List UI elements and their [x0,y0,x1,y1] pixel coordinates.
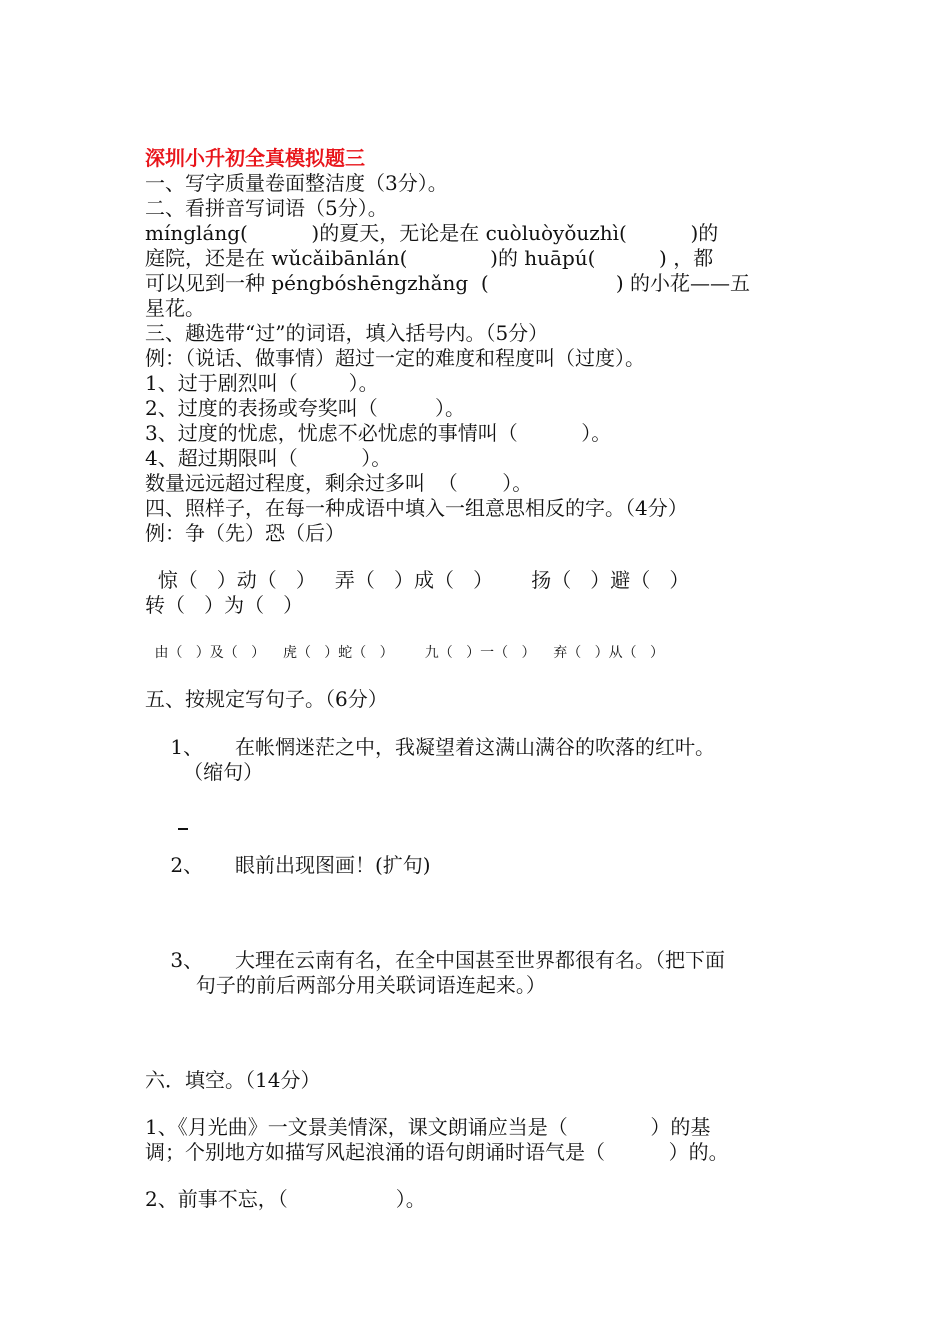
section-3-heading: 三、趣选带“过”的词语，填入括号内。（5分） [145,321,549,345]
section-5-question-1: 1、 在帐惘迷茫之中，我凝望着这满山满谷的吹落的红叶。 [145,735,715,759]
section-2-heading: 二、看拼音写词语（5分）。 [145,196,388,220]
pinyin-line-3: 可以见到一种 péngbóshēngzhǎng ( ) 的小花——五 [145,271,751,295]
section-6-question-2: 2、前事不忘，（ ）。 [145,1187,426,1211]
section-3-question-1: 1、过于剧烈叫（ ）。 [145,371,379,395]
idiom-row-3: 由（ ）及（ ） 虎（ ）蛇（ ） 九（ ）一（ ） 弃（ ）从（ ） [150,645,665,661]
section-5-question-2: 2、 眼前出现图画！(扩句) [145,853,431,877]
pinyin-line-4: 星花。 [145,296,205,320]
section-3-question-3: 3、过度的忧虑，忧虑不必忧虑的事情叫（ ）。 [145,421,612,445]
section-5-question-3-note: 句子的前后两部分用关联词语连起来。） [145,973,546,997]
idiom-row-1: 惊（ ）动（ ） 弄（ ）成（ ） 扬（ ）避（ ） [145,568,690,592]
section-6-question-1: 1、《月光曲》一文景美情深，课文朗诵应当是（ ）的基 [145,1115,711,1139]
section-3-question-4: 4、超过期限叫（ ）。 [145,446,392,470]
section-1-heading: 一、写字质量卷面整洁度（3分）。 [145,171,448,195]
section-3-question-2: 2、过度的表扬或夸奖叫（ ）。 [145,396,465,420]
section-5-question-1-note: （缩句） [145,760,264,784]
section-3-example: 例：（说话、做事情）超过一定的难度和程度叫（过度）。 [145,346,645,370]
document-title: 深圳小升初全真模拟题三 [145,146,365,170]
section-6-question-1-cont: 调；个别地方如描写风起浪涌的语句朗诵时语气是（ ）的。 [145,1140,729,1164]
section-4-heading: 四、照样子，在每一种成语中填入一组意思相反的字。（4分） [145,496,688,520]
section-3-question-5: 数量远远超过程度，剩余过多叫 （ ）。 [145,471,533,495]
section-5-question-3: 3、 大理在云南有名，在全中国甚至世界都很有名。（把下面 [145,948,725,972]
section-4-example: 例：争（先）恐（后） [145,521,345,545]
section-5-heading: 五、按规定写句子。（6分） [145,687,388,711]
pinyin-line-1: míngláng( )的夏天，无论是在 cuòluòyǒuzhì( )的 [145,221,719,245]
pinyin-line-2: 庭院，还是在 wǔcǎibānlán( )的 huāpú( ) ，都 [145,246,714,270]
answer-line [178,828,188,830]
idiom-row-2: 转（ ）为（ ） [145,593,304,617]
section-6-heading: 六．填空。（14分） [145,1068,321,1092]
